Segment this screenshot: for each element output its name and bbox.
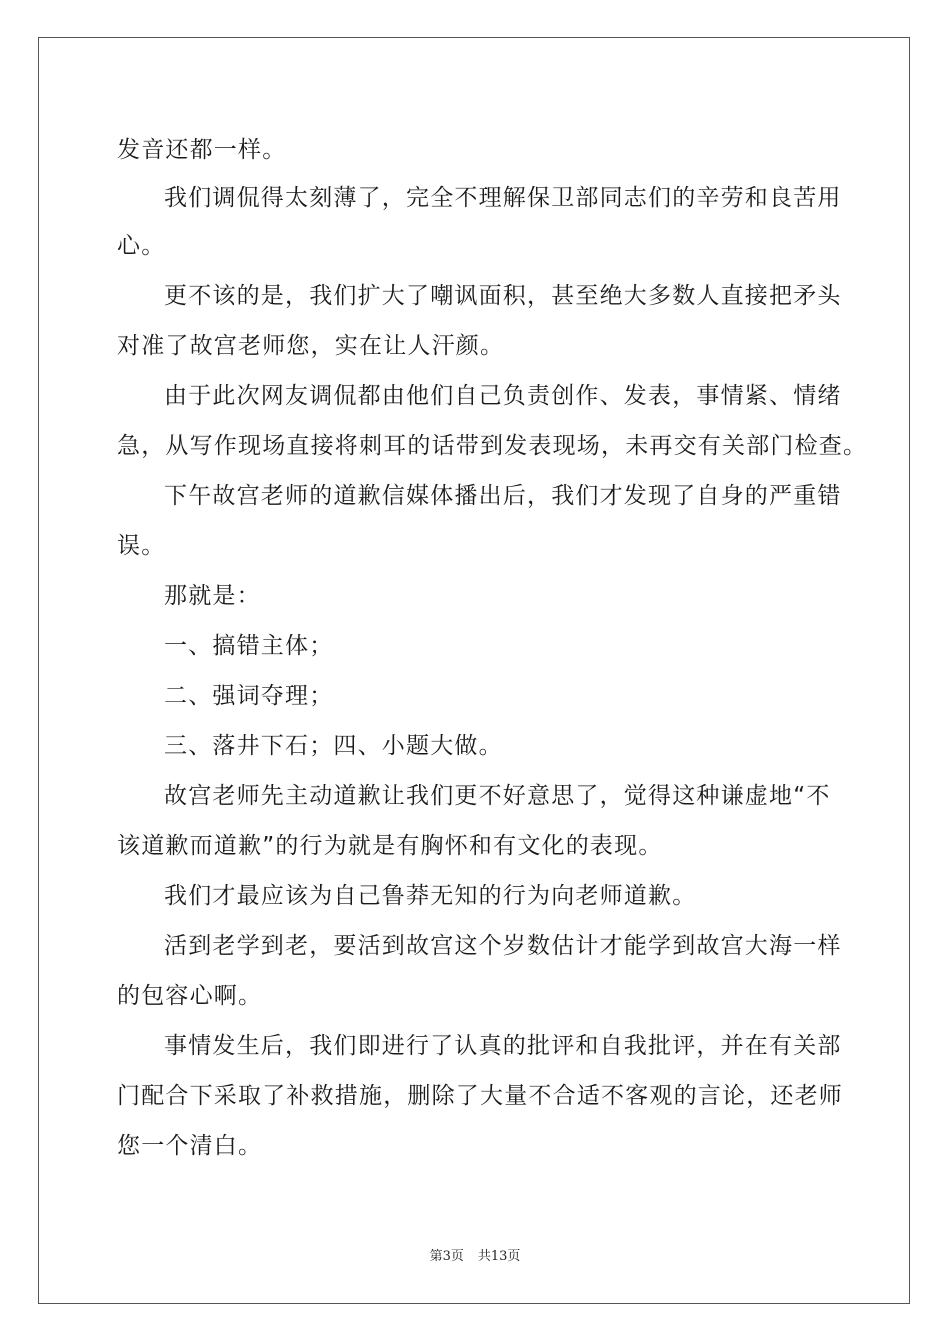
text-line: 发音还都一样。 [117,137,287,163]
page-total: 共13页 [477,1249,521,1264]
text-line: 的包容心啊。 [117,983,263,1009]
text-line: 心。 [117,233,166,259]
text-line: 门配合下采取了补救措施，删除了大量不合适不客观的言论，还老师 [117,1083,843,1109]
text-line: 更不该的是，我们扩大了嘲讽面积，甚至绝大多数人直接把矛头 [164,283,842,309]
text-line: 急，从写作现场直接将刺耳的话带到发表现场，未再交有关部门检查。 [117,433,868,459]
page-footer [0,1248,950,1266]
page-number: 第3页 [429,1249,464,1264]
text-line: 对准了故宫老师您，实在让人汗颜。 [117,333,505,359]
list-item: 一、搞错主体； [164,633,334,659]
text-line: 那就是： [164,583,261,609]
list-item: 二、强词夺理； [164,683,334,709]
text-line: 我们调侃得太刻薄了，完全不理解保卫部同志们的辛劳和良苦用 [164,185,842,211]
text-line: 活到老学到老，要活到故宫这个岁数估计才能学到故宫大海一样 [164,933,842,959]
list-item: 三、落井下石；四、小题大做。 [164,733,503,759]
page-border [38,37,910,1304]
text-line: 事情发生后，我们即进行了认真的批评和自我批评，并在有关部 [164,1033,842,1059]
text-line: 您一个清白。 [117,1133,263,1159]
text-line: 故宫老师先主动道歉让我们更不好意思了，觉得这种谦虚地“不 [164,783,831,809]
text-line: 误。 [117,533,166,559]
text-line: 由于此次网友调侃都由他们自己负责创作、发表，事情紧、情绪 [164,383,842,409]
text-line: 下午故宫老师的道歉信媒体播出后，我们才发现了自身的严重错 [164,483,842,509]
text-line: 我们才最应该为自己鲁莽无知的行为向老师道歉。 [164,883,697,909]
text-line: 该道歉而道歉”的行为就是有胸怀和有文化的表现。 [117,833,663,859]
